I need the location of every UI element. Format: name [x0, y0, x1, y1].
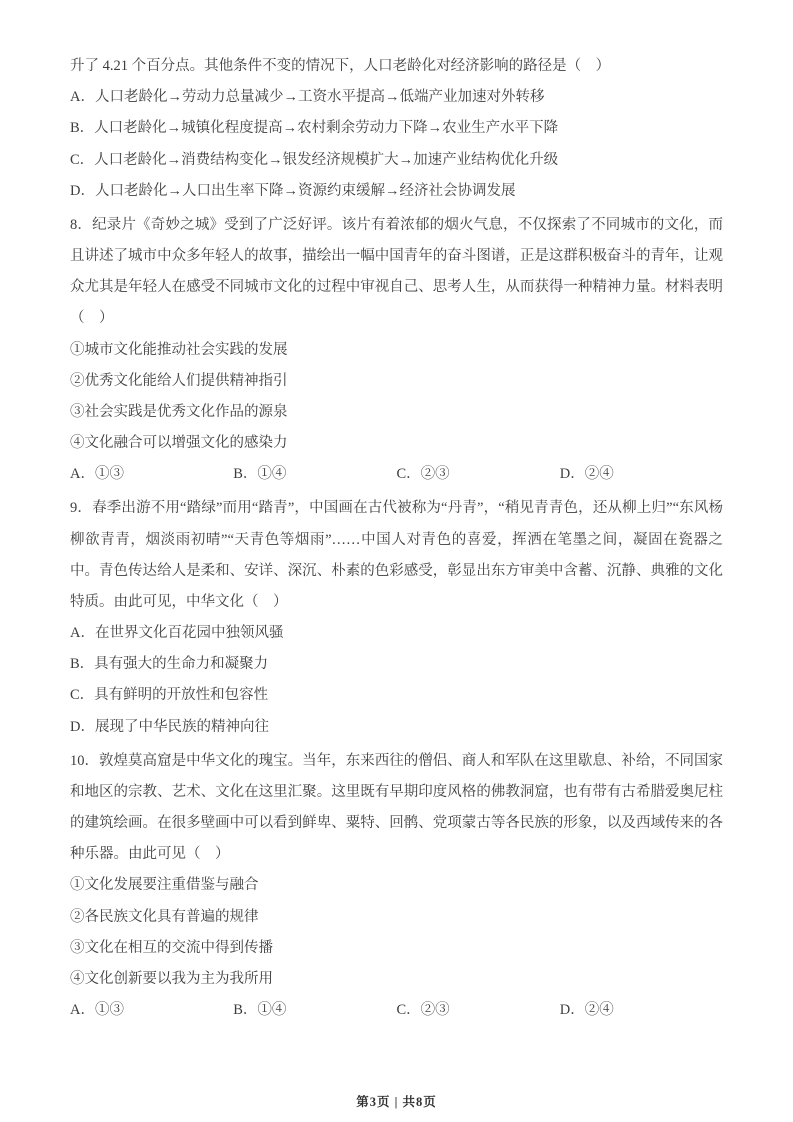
question-8-statements: [70, 335, 723, 460]
question-7-stem-tail: 升了 4.21 个百分点。其他条件不变的情况下，人口老龄化对经济影响的路径是（ ）: [70, 58, 611, 74]
question-8: [70, 210, 723, 491]
answer-option: D．②④: [559, 466, 614, 483]
answer-option: A．①③: [70, 466, 124, 483]
option-line: B．具有强大的生命力和凝聚力: [70, 656, 269, 673]
statement-line: ③社会实践是优秀文化作品的源泉: [70, 403, 288, 420]
answer-option: B．①④: [233, 1002, 287, 1019]
answer-option: C．②③: [396, 1002, 450, 1019]
statement-line: ④文化创新要以我为主为我所用: [70, 970, 273, 987]
answer-option: A．①③: [70, 1002, 124, 1019]
option-line: D．展现了中华民族的精神向往: [70, 718, 269, 735]
answer-option: C．②③: [396, 466, 450, 483]
question-10-answers: [70, 995, 723, 1026]
question-7-continuation: [70, 51, 723, 207]
answer-option: D．②④: [559, 1002, 614, 1019]
statement-line: ②各民族文化具有普遍的规律: [70, 908, 259, 925]
option-line: A．人口老龄化→劳动力总量减少→工资水平提高→低端产业加速对外转移: [70, 89, 545, 106]
question-10-statements: [70, 870, 723, 995]
question-9: [70, 493, 723, 742]
page-number: 第3页 | 共8页: [356, 1095, 437, 1109]
question-9-options: [70, 618, 723, 743]
option-line: B．人口老龄化→城镇化程度提高→农村剩余劳动力下降→农业生产水平下降: [70, 120, 559, 137]
statement-line: ③文化在相互的交流中得到传播: [70, 939, 273, 956]
statement-line: ④文化融合可以增强文化的感染力: [70, 435, 288, 452]
statement-line: ①文化发展要注重借鉴与融合: [70, 877, 259, 894]
option-line: D．人口老龄化→人口出生率下降→资源约束缓解→经济社会协调发展: [70, 182, 516, 199]
statement-line: ①城市文化能推动社会实践的发展: [70, 341, 288, 358]
answer-option: B．①④: [233, 466, 287, 483]
option-line: C．具有鲜明的开放性和包容性: [70, 687, 269, 704]
question-8-answers: [70, 459, 723, 490]
option-line: A．在世界文化百花园中独领风骚: [70, 625, 284, 642]
option-line: C．人口老龄化→消费结构变化→银发经济规模扩大→加速产业结构优化升级: [70, 151, 559, 168]
question-8-stem: 8．纪录片《奇妙之城》受到了广泛好评。该片有着浓郁的烟火气息，不仅探索了不同城市的文化，而且讲述了城市中众多年轻人的故事，描绘出一幅中国青年的奋斗图谱，正是这群积极奋斗的青年，让观众尤其是年轻人在感受不同城市文化的过程中审视自己、思考人生，从而获得一种精神力量。材料表明（ ）: [70, 216, 723, 327]
question-9-stem: 9．春季出游不用“踏绿”而用“踏青”，中国画在古代被称为“丹青”，“稍见青青色，还从柳上归”“东风杨柳欲青青，烟淡雨初晴”“天青色等烟雨”……中国人对青色的喜爱，挥洒在笔墨之间，凝固在瓷器之中。青色传达给人是柔和、安详、深沉、朴素的色彩感受，彰显出东方审美中含蓄、沉静、典雅的文化特质。由此可见，中华文化（ ）: [70, 500, 723, 610]
question-10-stem: 10．敦煌莫高窟是中华文化的瑰宝。当年，东来西往的僧侣、商人和军队在这里歇息、补给，不同国家和地区的宗教、艺术、文化在这里汇聚。这里既有早期印度风格的佛教洞窟，也有带有古希腊爱奥尼柱的建筑绘画。在很多壁画中可以看到鲜卑、粟特、回鹘、党项蒙古等各民族的形象，以及西域传来的各种乐器。由此可见（ ）: [70, 752, 723, 863]
statement-line: ②优秀文化能给人们提供精神指引: [70, 372, 288, 389]
question-10: [70, 746, 723, 1027]
question-7-options: [70, 82, 723, 207]
page-footer: [0, 1092, 793, 1110]
